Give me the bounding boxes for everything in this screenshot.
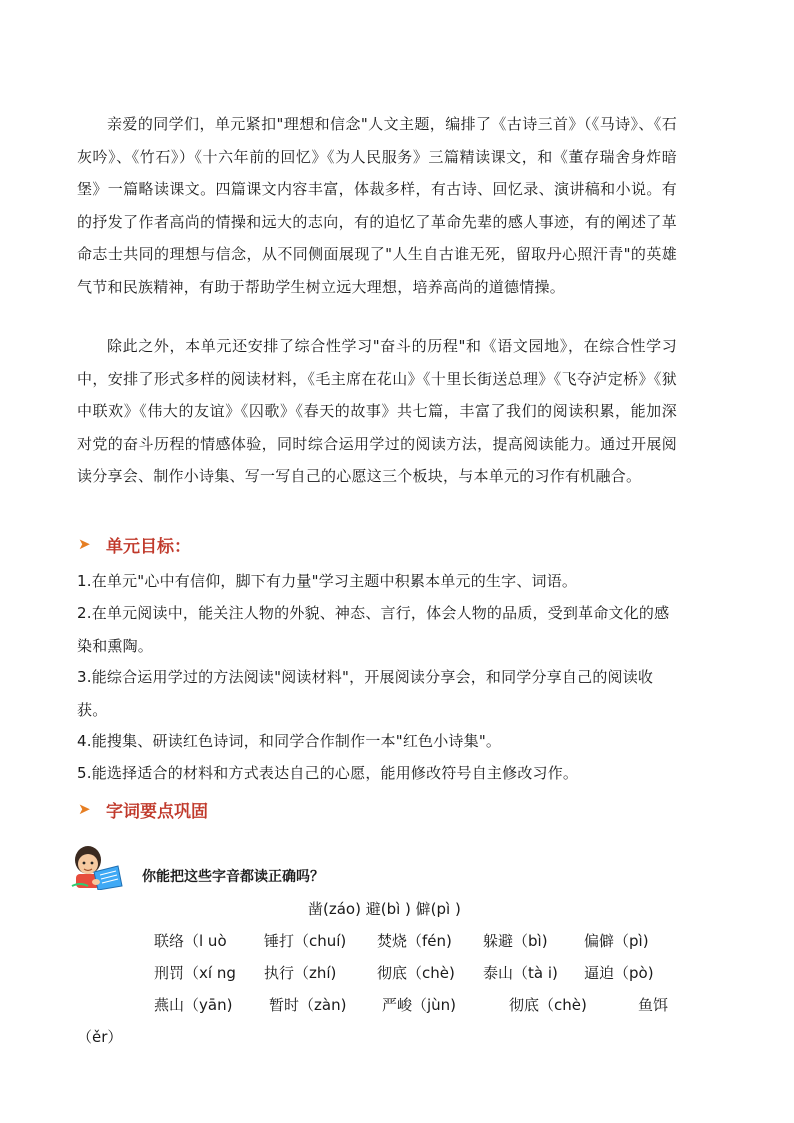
goal-item-5: 5.能选择适合的材料和方式表达自己的心愿，能用修改符号自主修改习作。 <box>77 764 579 782</box>
vocab-heading <box>78 795 208 823</box>
boy-reading-book-icon <box>66 842 132 890</box>
intro-paragraph-2: 除此之外，本单元还安排了综合性学习"奋斗的历程"和《语文园地》，在综合性学习中，安排了形式多样的阅读材料，《毛主席在花山》《十里长街送总理》《飞夺泸定桥》《狱中联欢》《伟大的友谊》《囚歌》《春天的故事》共七篇，丰富了我们的阅读积累，能加深对党的奋斗历程的情感体验，同时综合运用学过的阅读方法，提高阅读能力。通过开展阅读分享会、制作小诗集、写一写自己的心愿这三个板块，与本单元的习作有机融合。 <box>77 337 677 486</box>
word-item: 刑罚（xí ng <box>154 964 236 982</box>
pinyin-row-1 <box>0 930 794 950</box>
pinyin-row-4: （ěr） <box>77 1028 123 1046</box>
pinyin-row-3 <box>0 994 794 1014</box>
goals-heading <box>78 530 191 558</box>
goal-item-3: 3.能综合运用学过的方法阅读"阅读材料"，开展阅读分享会，和同学分享自己的阅读收获。 <box>77 668 654 719</box>
word-item: 鱼饵 <box>638 996 669 1014</box>
word-item: 焚烧（fén) <box>377 932 452 950</box>
word-item: 燕山（yān) <box>154 996 233 1014</box>
word-item: 彻底（chè) <box>377 964 455 982</box>
word-item: 联络（l uò <box>154 932 227 950</box>
word-item: 彻底（chè) <box>509 996 587 1014</box>
goal-item-4: 4.能搜集、研读红色诗词，和同学合作制作一本"红色小诗集"。 <box>77 732 502 750</box>
word-item: 躲避（bì) <box>483 932 548 950</box>
pinyin-row-0: 凿(záo) 避(bì ) 僻(pì ) <box>308 900 461 918</box>
goals-title: 单元目标： <box>106 536 191 557</box>
word-item: 锤打（chuí) <box>264 932 347 950</box>
word-item: 逼迫（pò) <box>584 964 654 982</box>
chevron-right-icon: ➤ <box>78 535 91 553</box>
word-item: 泰山（tà i) <box>483 964 558 982</box>
word-item: 严峻（jùn) <box>382 996 457 1014</box>
chevron-right-icon: ➤ <box>78 800 91 818</box>
goal-item-2: 2.在单元阅读中，能关注人物的外貌、神态、言行，体会人物的品质，受到革命文化的感染和熏陶。 <box>77 604 670 655</box>
word-item: 暂时（zàn) <box>269 996 347 1014</box>
vocab-prompt: 你能把这些字音都读正确吗？ <box>142 869 324 885</box>
word-item: 偏僻（pì) <box>584 932 649 950</box>
intro-paragraph-1: 亲爱的同学们，单元紧扣"理想和信念"人文主题，编排了《古诗三首》（《马诗》、《石灰吟》、《竹石》）《十六年前的回忆》《为人民服务》三篇精读课文，和《董存瑞舍身炸暗堡》一篇略读课文。四篇课文内容丰富，体裁多样，有古诗、回忆录、演讲稿和小说。有的抒发了作者高尚的情操和远大的志向，有的追忆了革命先辈的感人事迹，有的阐述了革命志士共同的理想与信念，从不同侧面展现了"人生自古谁无死，留取丹心照汗青"的英雄气节和民族精神，有助于帮助学生树立远大理想，培养高尚的道德情操。 <box>77 115 677 296</box>
pinyin-row-2 <box>0 962 794 982</box>
goal-item-1: 1.在单元"心中有信仰，脚下有力量"学习主题中积累本单元的生字、词语。 <box>77 572 578 590</box>
word-item: 执行（zhí) <box>264 964 337 982</box>
vocab-title: 字词要点巩固 <box>106 801 208 822</box>
